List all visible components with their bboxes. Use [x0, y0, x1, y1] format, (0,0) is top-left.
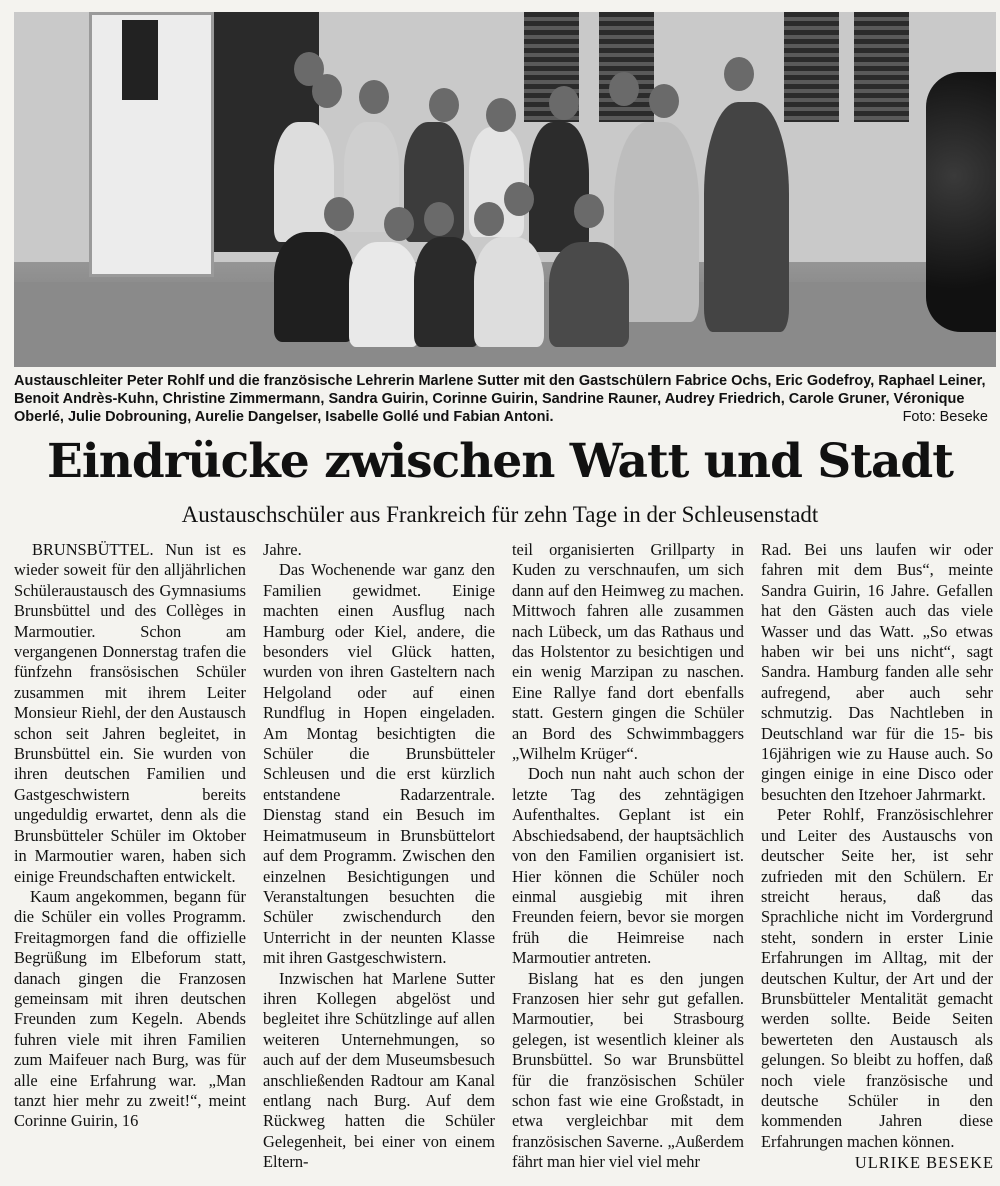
- group-photo: [14, 12, 996, 367]
- author-byline: ULRIKE BESEKE: [854, 1153, 994, 1172]
- photo-door: [89, 12, 214, 277]
- article-headline: Eindrücke zwischen Watt und Stadt: [47, 434, 953, 489]
- article-column-3: [512, 540, 744, 1173]
- paragraph: Bislang hat es den jungen Franzosen hier sehr gut gefallen. Marmoutier, bei Strasbourg gelegen, ist wesentlich kleiner als Brunsbüttel. So war Brunsbüttel für die französischen Schüler schon fast wie eine Großstadt, in etwa vergleichbar mit dem französischen Saverne. „Außerdem fährt man hier viel viel mehr: [512, 968, 744, 1172]
- paragraph: Jahre.: [263, 540, 302, 559]
- paragraph: Rad. Bei uns laufen wir oder fahren mit dem Bus“, meinte Sandra Guirin, 16 Jahre. Gefallen hat den Gästen auch das viele Wasser und das Watt. „So etwas haben wir bei uns nicht“, sagt Sandra. Hamburg fanden alle sehr aufregend, aber auch sehr schmutzig. Das Nachtleben in Deutschland war für die 15- bis 16jährigen wie zu Hause auch. So gingen einige in eine Disco oder besuchten den Itzehoer Jahrmarkt.: [761, 540, 993, 804]
- article-column-4: [761, 540, 993, 1152]
- article-column-1: [14, 540, 246, 1132]
- caption-text: Austauschleiter Peter Rohlf und die französische Lehrerin Marlene Sutter mit den Gastschülern Fabrice Ochs, Eric Godefroy, Raphael Leiner, Benoit Andrès-Kuhn, Christine Zimmermann, Sandra Guirin, Corinne Guirin, Sandrine Rauner, Audrey Friedrich, Carole Gruner, Véronique Oberlé, Julie Dobrouning, Aurelie Dangelser, Isabelle Gollé und Fabian Antoni.: [14, 373, 986, 425]
- paragraph: Peter Rohlf, Französischlehrer und Leiter des Austauschs von deutscher Seite her, ist sehr zufrieden mit den Schülern. Er streicht heraus, daß das Sprachliche nicht im Vordergrund steht, sondern in erster Linie Erfahrungen im Alltag, mit der deutschen Kultur, der Art und der Brunsbütteler Mentalität gemacht werden sollte. Beide Seiten bewerteten den Austausch als gelungen. So bleibt zu hoffen, daß noch viele französische und deutsche Schüler in den kommenden Jahren diese Erfahrungen machen können.: [761, 805, 993, 1151]
- photo-window: [854, 12, 909, 122]
- paragraph: Kaum angekommen, begann für die Schüler ein volles Programm. Freitagmorgen fand die offizielle Begrüßung im Elbeforum statt, danach gingen die Franzosen gemeinsam mit ihren deutschen Freunden zum Kegeln. Abends fuhren viele mit ihren Familien zum Maifeuer nach Burg, was für alle eine Erfahrung war. „Man tanzt hier mehr zu zweit!“, meint Corinne Guirin, 16: [14, 886, 246, 1131]
- photo-credit: Foto: Beseke: [902, 409, 988, 425]
- paragraph: Doch nun naht auch schon der letzte Tag des zehntägigen Aufenthaltes. Geplant ist ein Abschiedsabend, der hauptsächlich von den Familien organisiert ist. Hier können die Schüler noch einmal ausgiebig mit ihren Freunden feiern, bevor sie morgen früh die Heimreise nach Marmoutier antreten.: [512, 764, 744, 968]
- paragraph: Das Wochenende war ganz den Familien gewidmet. Einige machten einen Ausflug nach Hamburg oder Kiel, andere, die besonders viel Glück hatten, wurden von ihren Gasteltern nach Helgoland oder auf einen Rundflug in Hopen eingeladen. Am Montag besichtigten die Schüler die Brunsbütteler Schleusen und die erst kürzlich entstandene Radarzentrale. Dienstag stand ein Besuch im Heimatmuseum in Brunsbüttelort auf dem Programm. Zwischen den einzelnen Besichtigungen und Veranstaltungen besuchten die Schüler zwischendurch den Unterricht in der neunten Klasse mit ihren Gastgeschwistern.: [263, 560, 495, 968]
- article-column-2: [263, 540, 495, 1173]
- article-subhead: Austauschschüler aus Frankreich für zehn Tage in der Schleusenstadt: [181, 502, 819, 527]
- photo-people: [264, 52, 804, 362]
- paragraph: BRUNSBÜTTEL. Nun ist es wieder soweit für den alljährlichen Schüleraustausch des Gymnasiums Brunsbüttel und des Collèges in Marmoutier. Schon am vergangenen Donnerstag trafen die fünfzehn fransösischen Schüler zusammen mit ihrem Leiter Monsieur Riehl, der den Austausch schon seit Jahren begleitet, in Brunsbüttel ein. Sie wurden von ihren deutschen Familien und Gastgeschwistern bereits ungeduldig erwartet, denn als die Brunsbütteler Schüler im Oktober in Marmoutier waren, haben sich einige Freundschaften entwickelt.: [14, 540, 246, 886]
- photo-caption: [14, 372, 994, 426]
- paragraph: Inzwischen hat Marlene Sutter ihren Kollegen abgelöst und begleitet ihre Schützlinge auf allen weiteren Unternehmungen, so auch auf der dem Museumsbesuch anschließenden Radtour am Kanal entlang nach Burg. Auf dem Rückweg hatten die Schüler Gelegenheit, bei einer von einem Eltern-: [263, 968, 495, 1172]
- paragraph: teil organisierten Grillparty in Kuden zu verschnaufen, um sich dann auf den Heimweg zu machen. Mittwoch fahren alle zusammen nach Lübeck, um das Rathaus und das Holstentor zu besichtigen und ein wenig Marzipan zu naschen. Eine Rallye fand dort ebenfalls statt. Gestern gingen die Schüler an Bord des Schwimmbaggers „Wilhelm Krüger“.: [512, 540, 744, 764]
- photo-bush: [926, 72, 996, 332]
